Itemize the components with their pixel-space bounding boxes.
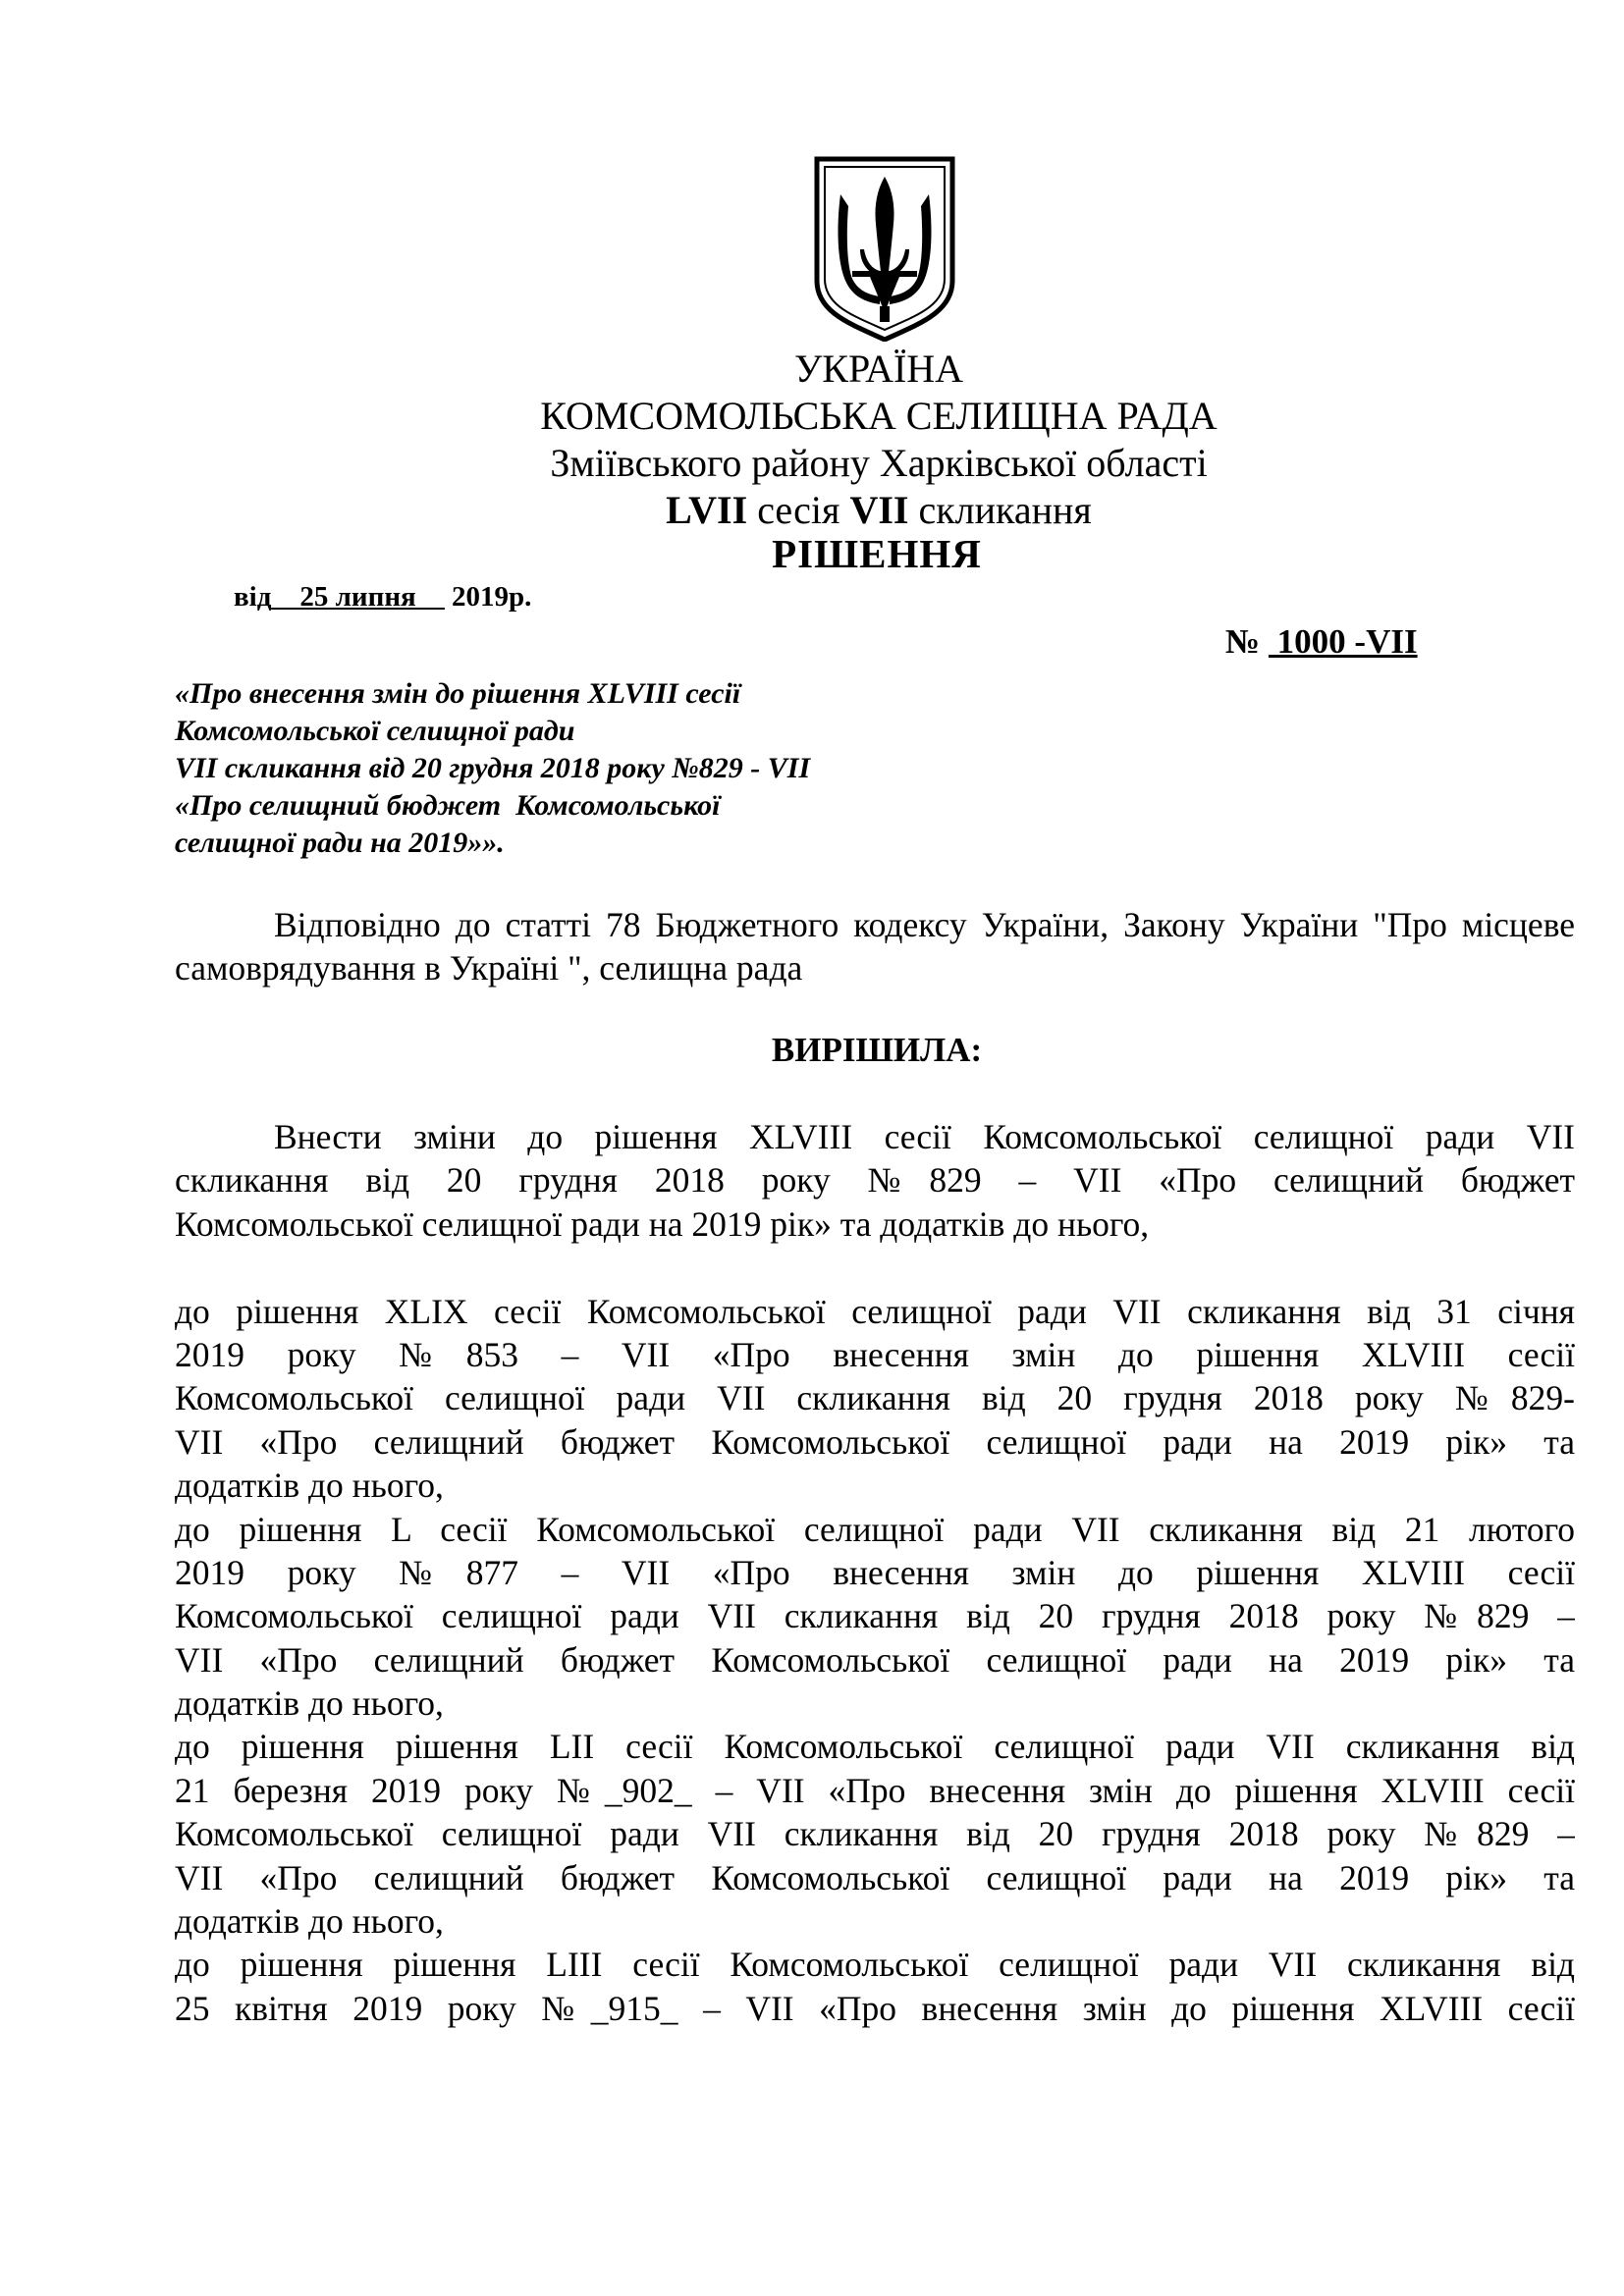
session-line: [0, 487, 1624, 534]
number-value: 1000 -VII: [1268, 622, 1418, 661]
council-name: КОМСОМОЛЬСЬКА СЕЛИЩНА РАДА: [540, 394, 1218, 438]
date-prefix: від: [234, 581, 272, 613]
body-line: Комсомольської селищної ради VII скликання від 20 грудня 2018 року №829-: [175, 1378, 1575, 1418]
session-word: сесія: [747, 488, 850, 532]
number-prefix: №: [1225, 622, 1269, 661]
convocation-number: VII: [849, 488, 909, 532]
body-line: до рішення L сесії Комсомольської селищної ради VII скликання від 21 лютого: [175, 1509, 1575, 1549]
decision-subject: [175, 675, 810, 862]
body-line: 2019 року №877 – VII «Про внесення змін до рішення XLVIII сесії: [175, 1552, 1575, 1592]
body-line: Комсомольської селищної ради на 2019 рік» та додатків до нього,: [175, 1203, 1150, 1244]
body-line: 21 березня 2019 року №_902_ – VII «Про внесення змін до рішення XLVIII сесії: [175, 1770, 1575, 1810]
body-line: Внести зміни до рішення XLVIII сесії Комсомольської селищної ради VII: [274, 1117, 1575, 1156]
resolved-heading: ВИРІШИЛА:: [771, 1031, 983, 1069]
decision-number: [1225, 620, 1418, 664]
body-line: до рішення рішення LII сесії Комсомольської селищної ради VII скликання від: [175, 1727, 1575, 1767]
body-line: додатків до нього,: [175, 1466, 444, 1506]
body-line: Комсомольської селищної ради VII скликання від 20 грудня 2018 року №829 –: [175, 1596, 1575, 1636]
body-line: Комсомольської селищної ради VII скликання від 20 грудня 2018 року №829 –: [175, 1814, 1575, 1854]
district-name: Зміївського району Харківської області: [550, 441, 1208, 485]
decision-body: [175, 1115, 1575, 2030]
body-line: VII «Про селищний бюджет Комсомольської селищної ради на 2019 рік» та: [175, 1421, 1575, 1462]
document-title: РІШЕННЯ: [772, 531, 982, 576]
body-line: 25 квітня 2019 року №_915_ – VII «Про внесення змін до рішення XLVIII сесії: [175, 1988, 1575, 2028]
session-number: LVII: [666, 488, 748, 532]
body-line: до рішення XLIX сесії Комсомольської селищної ради VII скликання від 31 січня: [175, 1291, 1575, 1331]
decision-date: [234, 579, 531, 614]
subject-line: Комсомольської селищної ради: [175, 715, 575, 747]
subject-line: селищної ради на 2019»».: [175, 827, 505, 859]
body-line: скликання від 20 грудня 2018 року №829 – VII «Про селищний бюджет: [175, 1160, 1575, 1201]
body-line: 2019 року №853 – VII «Про внесення змін до рішення XLVIII сесії: [175, 1334, 1575, 1374]
subject-line: «Про селищний бюджет Комсомольської: [175, 789, 721, 822]
coat-of-arms-icon: [811, 155, 958, 342]
body-line: VII «Про селищний бюджет Комсомольської селищної ради на 2019 рік» та: [175, 1639, 1575, 1680]
body-line: VII «Про селищний бюджет Комсомольської селищної ради на 2019 рік» та: [175, 1857, 1575, 1897]
body-line: додатків до нього,: [175, 1683, 444, 1724]
convocation-word: скликання: [908, 488, 1092, 532]
body-line: додатків до нього,: [175, 1901, 444, 1942]
body-line: [175, 1246, 1575, 1289]
country-name: УКРАЇНА: [793, 347, 964, 391]
subject-line: «Про внесення змін до рішення XLVIII сесії: [175, 677, 741, 710]
date-value: __25 липня__: [271, 581, 445, 613]
subject-line: VII скликання від 20 грудня 2018 року №829 - VII: [175, 752, 811, 784]
body-line: до рішення рішення LIII сесії Комсомольської селищної ради VII скликання від: [175, 1945, 1575, 1985]
preamble-paragraph: Відповідно до статті 78 Бюджетного кодексу України, Закону України "Про місцеве самоврядування в Україні ", селищна рада: [175, 905, 1575, 988]
date-year: 2019р.: [444, 581, 532, 613]
